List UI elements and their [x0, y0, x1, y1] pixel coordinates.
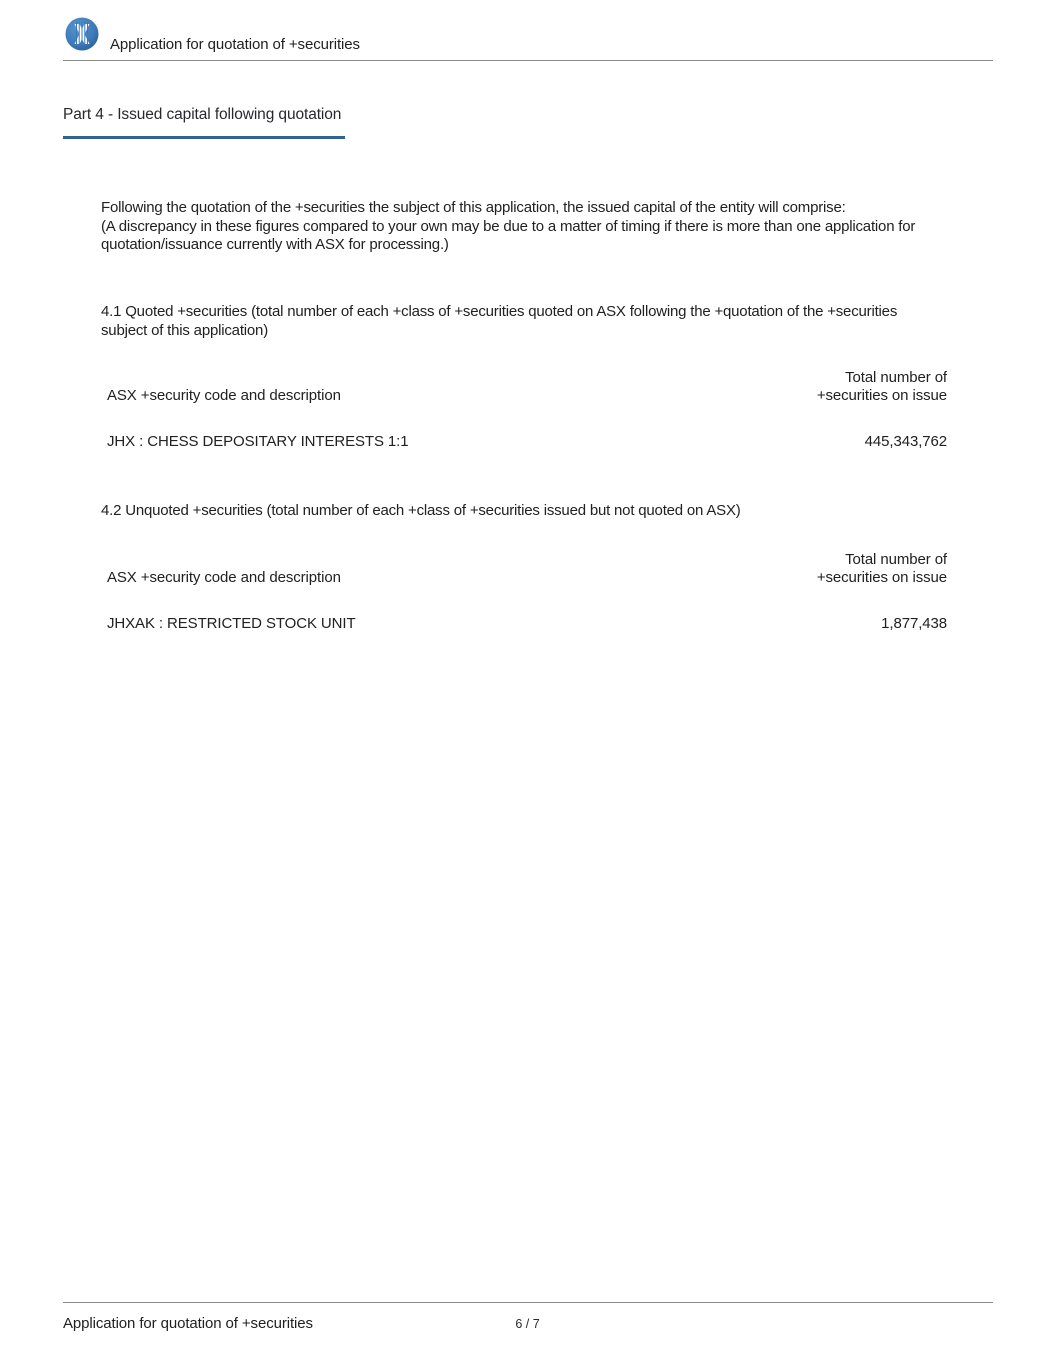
part-heading: Part 4 - Issued capital following quotation: [63, 106, 342, 123]
column-header-code: ASX +security code and description: [107, 387, 341, 404]
column-header-total-line1: Total number of: [845, 551, 947, 568]
footer-title: Application for quotation of +securities: [63, 1315, 313, 1332]
table-row: [107, 433, 947, 451]
header-divider: [63, 60, 993, 61]
column-header-total-line2: +securities on issue: [816, 569, 947, 586]
section-4-1-heading: 4.1 Quoted +securities (total number of each +class of +securities quoted on ASX following the +quotation of the +securities subject of this application): [101, 303, 898, 339]
security-code: JHX : CHESS DEPOSITARY INTERESTS 1:1: [107, 433, 409, 450]
table-header-row: [107, 551, 947, 587]
security-total: 445,343,762: [864, 433, 947, 450]
column-header-code: ASX +security code and description: [107, 569, 341, 586]
table-row: [107, 615, 947, 633]
table-header-row: [107, 369, 947, 405]
header-title: Application for quotation of +securities: [110, 36, 360, 53]
security-total: 1,877,438: [881, 615, 947, 632]
column-header-total: [817, 369, 947, 405]
footer-divider: [63, 1302, 993, 1303]
column-header-total: [817, 551, 947, 587]
column-header-total-line1: Total number of: [845, 369, 947, 386]
intro-line-1: Following the quotation of the +securities the subject of this application, the issued capital of the entity will comprise:: [101, 199, 846, 216]
intro-paragraph: [101, 199, 939, 255]
quoted-securities-table: [107, 369, 947, 451]
section-4-2-heading: 4.2 Unquoted +securities (total number of each +class of +securities issued but not quoted on ASX): [101, 502, 741, 519]
column-header-total-line2: +securities on issue: [816, 387, 947, 404]
asx-logo-icon: [65, 17, 99, 51]
unquoted-securities-table: [107, 551, 947, 633]
part-heading-underline: [63, 136, 345, 139]
security-code: JHXAK : RESTRICTED STOCK UNIT: [107, 615, 356, 632]
page-number: 6 / 7: [515, 1317, 540, 1331]
intro-line-2: (A discrepancy in these figures compared to your own may be due to a matter of timing if there is more than one application for quotation/issuance currently with ASX for processing.): [101, 217, 916, 253]
